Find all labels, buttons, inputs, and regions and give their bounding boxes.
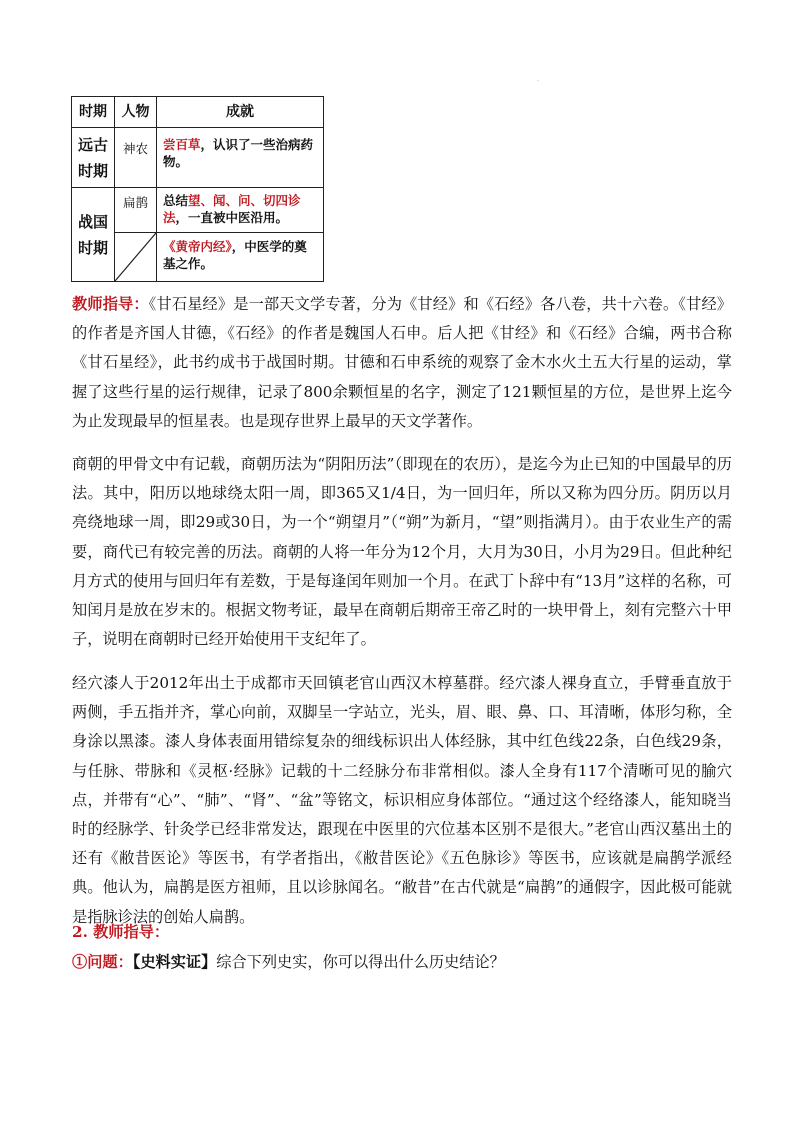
- header-person: 人物: [115, 97, 157, 128]
- achievement-bianque: 总结望、闻、问、切四诊法，一直被中医沿用。: [157, 188, 324, 233]
- section-2-heading: 2. 教师指导：: [72, 923, 170, 941]
- teacher-guide-paragraph: [72, 290, 732, 436]
- question-label: ①问题：: [72, 953, 133, 971]
- era-warring-states: 战国 时期: [72, 188, 115, 282]
- achievement-huangdi-neijing: 《黄帝内经》，中医学的奠基之作。: [157, 233, 324, 282]
- question-line: [72, 948, 505, 977]
- achievements-table: [71, 96, 324, 282]
- question-tag: 【史料实证】: [132, 953, 217, 971]
- header-achievement: 成就: [157, 97, 324, 128]
- calendar-paragraph: 商朝的甲骨文中有记载，商朝历法为“阴阳历法”（即现在的农历），是迄今为止已知的中国最早的历法。其中，阳历以地球绕太阳一周，即365又1/4日，为一回归年，所以又称为四分历。阴历以月亮绕地球一周，即29或30日，为一个“朔望月”（“朔”为新月，“望”则指满月）。由于农业生产的需要，商代已有较完善的历法。商朝的人将一年分为12个月，大月为30日，小月为29日。但此种纪月方式的使用与回归年有差数，于是每逢闰年则加一个月。在武丁卜辞中有“13月”这样的名称，可知闰月是放在岁末的。根据文物考证，最早在商朝后期帝王帝乙时的一块甲骨上，刻有完整六十甲子，说明在商朝时已经开始使用干支纪年了。: [72, 455, 732, 649]
- empty-cell-slash: [115, 233, 157, 282]
- era-ancient: 远古 时期: [72, 128, 115, 188]
- person-bianque: 扁鹊: [115, 188, 157, 233]
- question-text: 综合下列史实，你可以得出什么历史结论？: [216, 953, 505, 971]
- person-shennong: 神农: [115, 128, 157, 188]
- acupoint-lacquer-figure-paragraph: 经穴漆人于2012年出土于成都市天回镇老官山西汉木椁墓群。经穴漆人裸身直立，手臂垂直放于两侧，手五指并齐，掌心向前，双脚呈一字站立，光头，眉、眼、鼻、口、耳清晰，体形匀称，全身涂以黑漆。漆人身体表面用错综复杂的细线标识出人体经脉，其中红色线22条，白色线29条，与任脉、带脉和《灵枢·经脉》记载的十二经脉分布非常相似。漆人全身有117个清晰可见的腧穴点，并带有“心”、“肺”、“肾”、“盆”等铭文，标识相应身体部位。“通过这个经络漆人，能知晓当时的经脉学、针灸学已经非常发达，跟现在中医里的穴位基本区别不是很大。”老官山西汉墓出土的还有《敝昔医论》等医书，有学者指出，《敝昔医论》《五色脉诊》等医书，应该就是扁鹊学派经典。他认为，扁鹊是医方祖师，且以诊脉闻名。“敝昔”在古代就是“扁鹊”的通假字，因此极可能就是指脉诊法的创始人扁鹊。: [72, 674, 732, 926]
- achievement-shennong: 尝百草，认识了一些治病药物。: [157, 128, 324, 188]
- header-period: 时期: [72, 97, 115, 128]
- teacher-guide-label: 教师指导：: [72, 295, 149, 313]
- page-dot: ·: [537, 78, 539, 85]
- teacher-guide-text: 《甘石星经》是一部天文学专著，分为《甘经》和《石经》各八卷，共十六卷。《甘经》的作者是齐国人甘德，《石经》的作者是魏国人石申。后人把《甘经》和《石经》合编，两书合称《甘石星经》，此书约成书于战国时期。甘德和石申系统的观察了金木水火土五大行星的运动，掌握了这些行星的运行规律，记录了800余颗恒星的名字，测定了121颗恒星的方位，是世界上迄今为止发现最早的恒星表。也是现存世界上最早的天文学著作。: [72, 295, 732, 430]
